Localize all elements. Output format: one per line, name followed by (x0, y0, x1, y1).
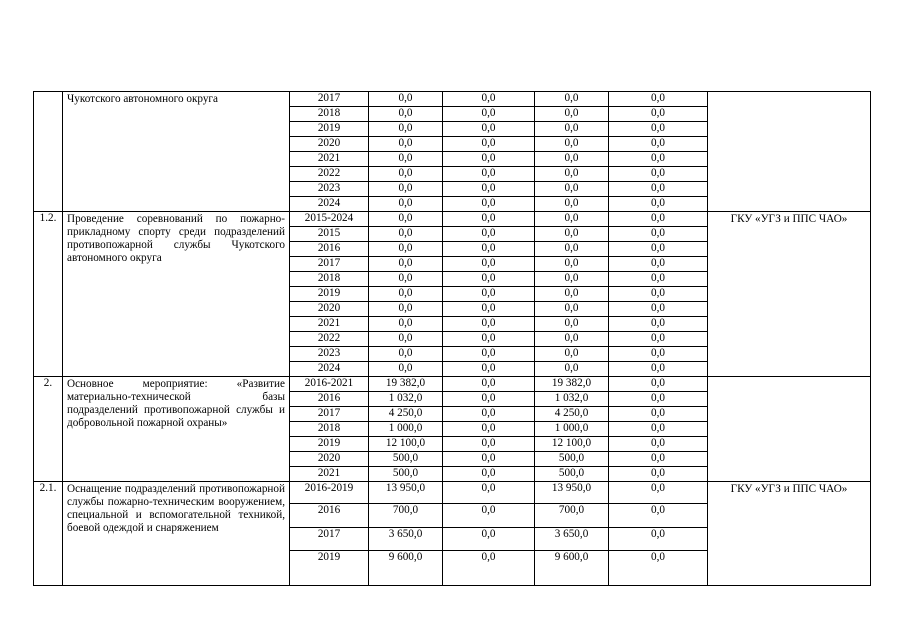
amount-cell: 0,0 (369, 332, 443, 347)
amount-cell: 0,0 (609, 528, 708, 551)
amount-cell: 9 600,0 (535, 551, 609, 586)
amount-cell: 0,0 (535, 167, 609, 182)
amount-cell: 0,0 (443, 272, 535, 287)
amount-cell: 0,0 (443, 452, 535, 467)
table-body (34, 92, 871, 586)
amount-cell: 0,0 (443, 92, 535, 107)
year-cell: 2022 (290, 167, 369, 182)
amount-cell: 0,0 (443, 437, 535, 452)
amount-cell: 500,0 (535, 452, 609, 467)
amount-cell: 0,0 (443, 137, 535, 152)
year-cell: 2024 (290, 197, 369, 212)
year-cell: 2019 (290, 437, 369, 452)
amount-cell: 0,0 (369, 302, 443, 317)
amount-cell: 0,0 (609, 377, 708, 392)
amount-cell: 0,0 (535, 137, 609, 152)
amount-cell: 0,0 (443, 528, 535, 551)
amount-cell: 0,0 (369, 107, 443, 122)
amount-cell: 1 000,0 (535, 422, 609, 437)
item-number (34, 92, 63, 212)
year-cell: 2017 (290, 257, 369, 272)
amount-cell: 0,0 (443, 257, 535, 272)
amount-cell: 0,0 (443, 152, 535, 167)
item-number: 2.1. (34, 482, 63, 586)
amount-cell: 0,0 (609, 347, 708, 362)
amount-cell: 0,0 (609, 287, 708, 302)
item-description: Чукотского автономного округа (63, 92, 290, 212)
amount-cell: 0,0 (369, 272, 443, 287)
amount-cell: 0,0 (535, 107, 609, 122)
amount-cell: 0,0 (535, 302, 609, 317)
executor-cell: ГКУ «УГЗ и ППС ЧАО» (708, 482, 871, 586)
amount-cell: 0,0 (369, 242, 443, 257)
amount-cell: 0,0 (535, 242, 609, 257)
year-cell: 2016 (290, 504, 369, 528)
amount-cell: 0,0 (609, 272, 708, 287)
amount-cell: 0,0 (609, 137, 708, 152)
amount-cell: 0,0 (535, 347, 609, 362)
item-number: 1.2. (34, 212, 63, 377)
year-cell: 2016 (290, 242, 369, 257)
amount-cell: 0,0 (609, 467, 708, 482)
amount-cell: 12 100,0 (535, 437, 609, 452)
amount-cell: 0,0 (369, 287, 443, 302)
amount-cell: 1 000,0 (369, 422, 443, 437)
year-cell: 2018 (290, 272, 369, 287)
amount-cell: 0,0 (609, 302, 708, 317)
amount-cell: 500,0 (369, 452, 443, 467)
amount-cell: 3 650,0 (369, 528, 443, 551)
year-cell: 2021 (290, 317, 369, 332)
executor-cell (708, 377, 871, 482)
amount-cell: 0,0 (369, 122, 443, 137)
year-cell: 2023 (290, 182, 369, 197)
amount-cell: 1 032,0 (535, 392, 609, 407)
amount-cell: 700,0 (369, 504, 443, 528)
amount-cell: 0,0 (609, 152, 708, 167)
amount-cell: 0,0 (609, 332, 708, 347)
year-cell: 2023 (290, 347, 369, 362)
amount-cell: 9 600,0 (369, 551, 443, 586)
amount-cell: 0,0 (443, 467, 535, 482)
amount-cell: 0,0 (609, 107, 708, 122)
amount-cell: 0,0 (535, 152, 609, 167)
amount-cell: 0,0 (443, 242, 535, 257)
year-cell: 2021 (290, 467, 369, 482)
amount-cell: 0,0 (369, 197, 443, 212)
amount-cell: 0,0 (609, 242, 708, 257)
amount-cell: 0,0 (369, 182, 443, 197)
item-number: 2. (34, 377, 63, 482)
table-row (34, 92, 871, 107)
amount-cell: 0,0 (609, 92, 708, 107)
item-description: Основное мероприятие: «Развитие материально-технической базы подразделений противопожарной службы и добровольной пожарной охраны» (63, 377, 290, 482)
amount-cell: 0,0 (443, 122, 535, 137)
amount-cell: 0,0 (609, 437, 708, 452)
executor-cell: ГКУ «УГЗ и ППС ЧАО» (708, 212, 871, 377)
amount-cell: 0,0 (609, 167, 708, 182)
item-description: Проведение соревнований по пожарно-прикладному спорту среди подразделений противопожарной службы Чукотского автономного округа (63, 212, 290, 377)
amount-cell: 0,0 (609, 422, 708, 437)
amount-cell: 13 950,0 (369, 482, 443, 504)
year-cell: 2022 (290, 332, 369, 347)
year-cell: 2017 (290, 92, 369, 107)
amount-cell: 0,0 (535, 362, 609, 377)
amount-cell: 19 382,0 (535, 377, 609, 392)
amount-cell: 0,0 (609, 257, 708, 272)
amount-cell: 0,0 (609, 407, 708, 422)
amount-cell: 500,0 (369, 467, 443, 482)
table-row (34, 212, 871, 227)
executor-cell (708, 92, 871, 212)
amount-cell: 0,0 (535, 182, 609, 197)
amount-cell: 0,0 (369, 212, 443, 227)
amount-cell: 0,0 (535, 227, 609, 242)
amount-cell: 0,0 (443, 504, 535, 528)
amount-cell: 0,0 (443, 482, 535, 504)
amount-cell: 12 100,0 (369, 437, 443, 452)
amount-cell: 0,0 (369, 137, 443, 152)
amount-cell: 0,0 (369, 362, 443, 377)
year-cell: 2016-2019 (290, 482, 369, 504)
amount-cell: 0,0 (443, 197, 535, 212)
amount-cell: 1 032,0 (369, 392, 443, 407)
amount-cell: 4 250,0 (535, 407, 609, 422)
year-cell: 2018 (290, 107, 369, 122)
year-cell: 2019 (290, 287, 369, 302)
amount-cell: 0,0 (443, 362, 535, 377)
year-cell: 2016 (290, 392, 369, 407)
amount-cell: 0,0 (369, 317, 443, 332)
amount-cell: 0,0 (535, 212, 609, 227)
amount-cell: 0,0 (369, 92, 443, 107)
year-cell: 2017 (290, 407, 369, 422)
amount-cell: 500,0 (535, 467, 609, 482)
table-row (34, 377, 871, 392)
amount-cell: 0,0 (443, 167, 535, 182)
year-cell: 2017 (290, 528, 369, 551)
amount-cell: 4 250,0 (369, 407, 443, 422)
budget-table (33, 91, 871, 586)
amount-cell: 0,0 (369, 347, 443, 362)
amount-cell: 0,0 (443, 107, 535, 122)
year-cell: 2021 (290, 152, 369, 167)
amount-cell: 0,0 (369, 167, 443, 182)
item-description: Оснащение подразделений противопожарной службы пожарно-техническим вооружением, специальной и вспомогательной техникой, боевой одеждой и снаряжением (63, 482, 290, 586)
amount-cell: 0,0 (609, 551, 708, 586)
amount-cell: 0,0 (609, 452, 708, 467)
amount-cell: 700,0 (535, 504, 609, 528)
amount-cell: 0,0 (535, 257, 609, 272)
amount-cell: 0,0 (535, 197, 609, 212)
amount-cell: 0,0 (443, 407, 535, 422)
year-cell: 2024 (290, 362, 369, 377)
year-cell: 2020 (290, 452, 369, 467)
year-cell: 2020 (290, 137, 369, 152)
amount-cell: 0,0 (609, 504, 708, 528)
amount-cell: 0,0 (609, 317, 708, 332)
amount-cell: 0,0 (535, 92, 609, 107)
amount-cell: 0,0 (443, 182, 535, 197)
amount-cell: 0,0 (443, 377, 535, 392)
amount-cell: 19 382,0 (369, 377, 443, 392)
year-cell: 2015 (290, 227, 369, 242)
amount-cell: 0,0 (609, 227, 708, 242)
amount-cell: 0,0 (535, 122, 609, 137)
amount-cell: 0,0 (609, 362, 708, 377)
amount-cell: 0,0 (609, 212, 708, 227)
year-cell: 2015-2024 (290, 212, 369, 227)
amount-cell: 0,0 (609, 122, 708, 137)
amount-cell: 0,0 (535, 272, 609, 287)
amount-cell: 3 650,0 (535, 528, 609, 551)
amount-cell: 0,0 (443, 287, 535, 302)
amount-cell: 0,0 (535, 317, 609, 332)
amount-cell: 0,0 (369, 257, 443, 272)
amount-cell: 0,0 (443, 347, 535, 362)
amount-cell: 0,0 (535, 332, 609, 347)
amount-cell: 0,0 (443, 551, 535, 586)
year-cell: 2016-2021 (290, 377, 369, 392)
amount-cell: 0,0 (609, 182, 708, 197)
amount-cell: 0,0 (609, 392, 708, 407)
amount-cell: 0,0 (443, 227, 535, 242)
table-row (34, 482, 871, 504)
amount-cell: 13 950,0 (535, 482, 609, 504)
amount-cell: 0,0 (369, 227, 443, 242)
year-cell: 2020 (290, 302, 369, 317)
amount-cell: 0,0 (609, 482, 708, 504)
amount-cell: 0,0 (369, 152, 443, 167)
year-cell: 2018 (290, 422, 369, 437)
amount-cell: 0,0 (535, 287, 609, 302)
amount-cell: 0,0 (443, 317, 535, 332)
amount-cell: 0,0 (443, 422, 535, 437)
year-cell: 2019 (290, 551, 369, 586)
amount-cell: 0,0 (609, 197, 708, 212)
amount-cell: 0,0 (443, 212, 535, 227)
amount-cell: 0,0 (443, 332, 535, 347)
amount-cell: 0,0 (443, 302, 535, 317)
amount-cell: 0,0 (443, 392, 535, 407)
year-cell: 2019 (290, 122, 369, 137)
